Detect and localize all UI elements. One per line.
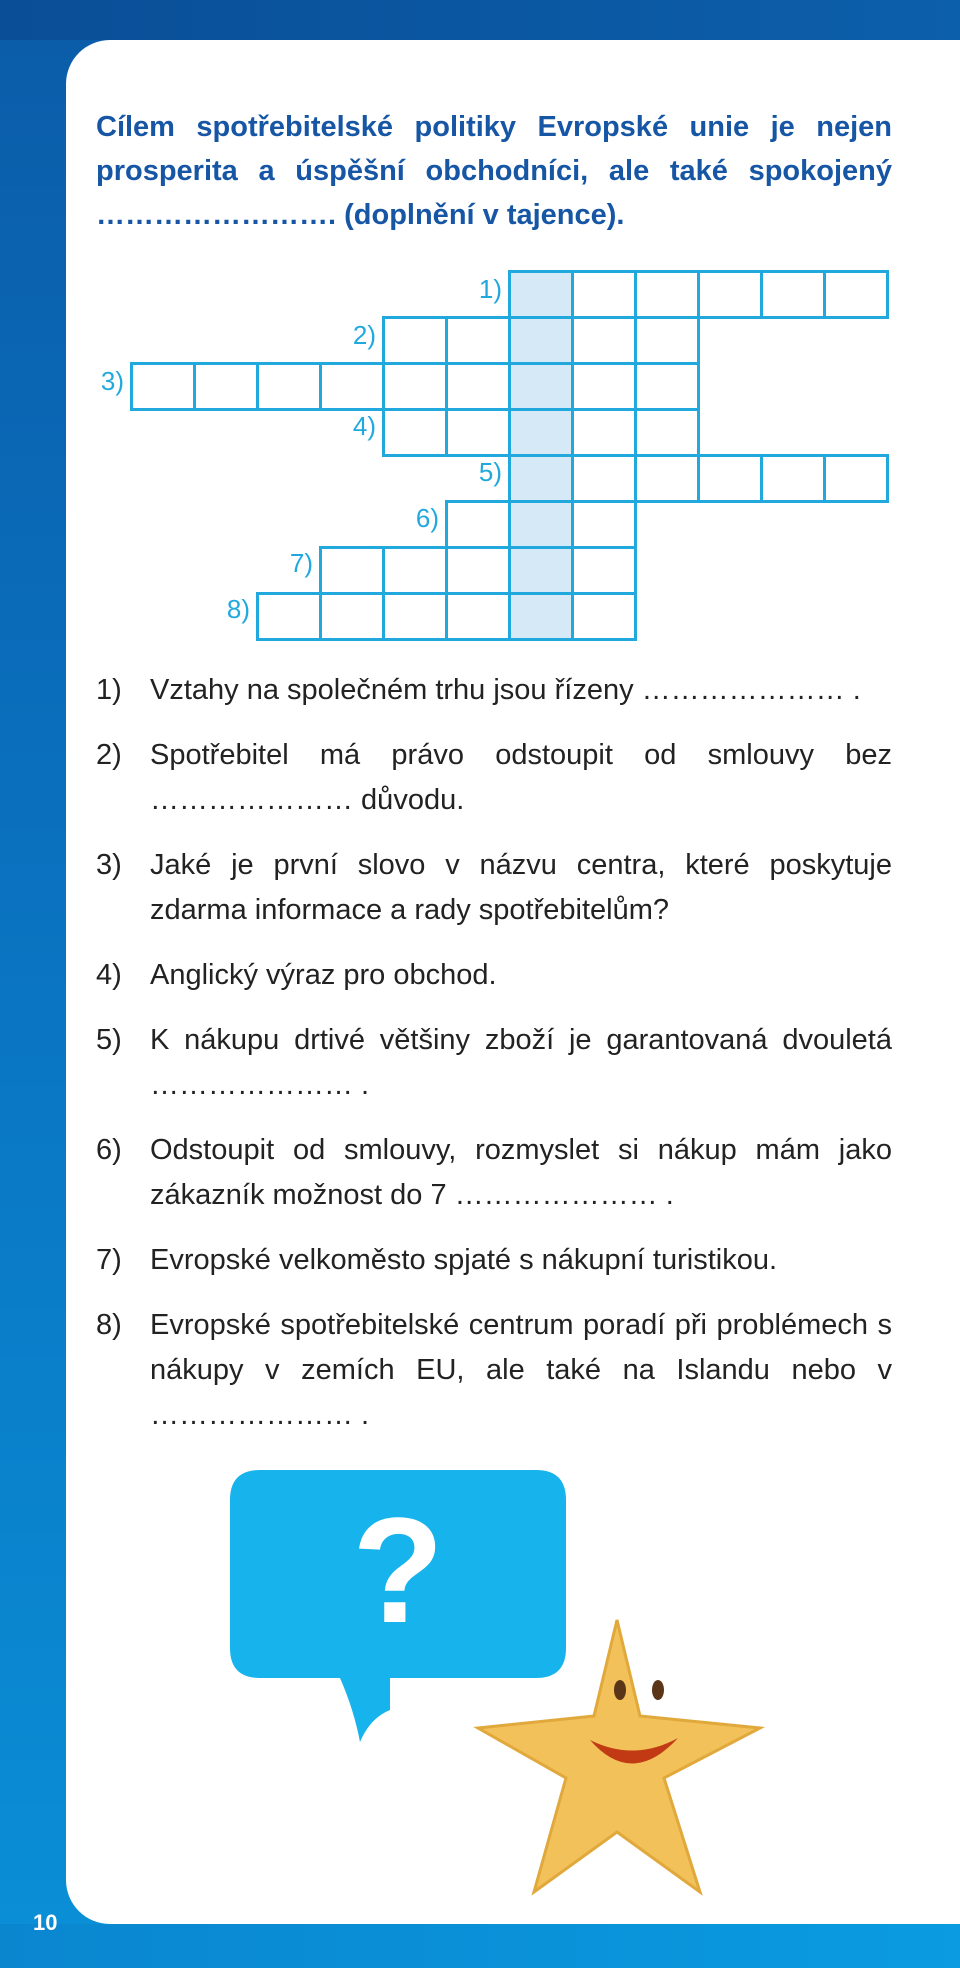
crossword-cell[interactable] [445, 408, 511, 457]
clue-item [96, 668, 892, 713]
clue-item [96, 953, 892, 998]
crossword-cell[interactable] [571, 592, 637, 641]
crossword-cell[interactable] [823, 270, 889, 319]
crossword-cell[interactable] [256, 592, 322, 641]
crossword-cell[interactable] [571, 454, 637, 503]
intro-line-3: ……………………. (doplnění v tajence). [96, 199, 625, 231]
crossword-cell[interactable] [319, 546, 385, 595]
clue-item [96, 1128, 892, 1218]
crossword-cell[interactable] [634, 316, 700, 365]
clue-number: 1) [96, 674, 122, 706]
clue-number: 2) [96, 739, 122, 771]
clue-number: 5) [96, 1024, 122, 1056]
crossword-cell[interactable] [445, 362, 511, 411]
clue-text: K nákupu drtivé většiny zboží je garantovaná dvouletá ………………… . [150, 1024, 892, 1101]
clue-text: Spotřebitel má právo odstoupit od smlouvy bez ………………… důvodu. [150, 739, 892, 816]
crossword-cell[interactable] [634, 362, 700, 411]
crossword-cell[interactable] [634, 270, 700, 319]
crossword-solution-cell[interactable] [508, 454, 574, 503]
crossword-cell[interactable] [634, 454, 700, 503]
crossword-cell[interactable] [382, 316, 448, 365]
crossword-solution-cell[interactable] [508, 546, 574, 595]
crossword-number-8: 8) [226, 594, 250, 624]
crossword-solution-cell[interactable] [508, 592, 574, 641]
crossword-cell[interactable] [697, 454, 763, 503]
crossword-cell[interactable] [571, 546, 637, 595]
crossword-cell[interactable] [571, 500, 637, 549]
crossword-cell[interactable] [445, 316, 511, 365]
clue-text: Evropské velkoměsto spjaté s nákupní turistikou. [150, 1244, 778, 1276]
crossword-cell[interactable] [760, 270, 826, 319]
crossword-cell[interactable] [130, 362, 196, 411]
crossword-cell[interactable] [571, 316, 637, 365]
question-bubble-icon [230, 1470, 790, 1900]
crossword-number-1: 1) [478, 274, 502, 304]
crossword-cell[interactable] [382, 546, 448, 595]
clue-text: Anglický výraz pro obchod. [150, 959, 497, 991]
crossword-cell[interactable] [823, 454, 889, 503]
question-mark: ? [352, 1486, 444, 1654]
clue-item [96, 733, 892, 823]
crossword-solution-cell[interactable] [508, 270, 574, 319]
intro-line-1: Cílem spotřebitelské politiky Evropské unie je nejen [96, 111, 892, 143]
clue-text: Evropské spotřebitelské centrum poradí při problémech s nákupy v zemích EU, ale také na Islandu nebo v ………………… . [150, 1309, 892, 1431]
crossword-cell[interactable] [697, 270, 763, 319]
crossword-grid [0, 0, 960, 660]
crossword-cell[interactable] [445, 500, 511, 549]
crossword-solution-cell[interactable] [508, 408, 574, 457]
crossword-number-3: 3) [100, 366, 124, 396]
clue-number: 3) [96, 849, 122, 881]
crossword-number-6: 6) [415, 503, 439, 533]
crossword-cell[interactable] [760, 454, 826, 503]
crossword-cell[interactable] [382, 362, 448, 411]
crossword-cell[interactable] [193, 362, 259, 411]
crossword-solution-cell[interactable] [508, 316, 574, 365]
clue-item [96, 843, 892, 933]
clue-number: 6) [96, 1134, 122, 1166]
clue-item [96, 1018, 892, 1108]
crossword-cell[interactable] [319, 592, 385, 641]
page-number: 10 [33, 1910, 58, 1935]
crossword-cell[interactable] [445, 546, 511, 595]
clue-number: 8) [96, 1309, 122, 1341]
crossword-cell[interactable] [445, 592, 511, 641]
question-illustration [230, 1470, 790, 1905]
crossword-cell[interactable] [634, 408, 700, 457]
bottom-band [0, 1924, 960, 1968]
clue-item [96, 1303, 892, 1438]
crossword-solution-cell[interactable] [508, 362, 574, 411]
crossword-number-5: 5) [478, 457, 502, 487]
crossword-number-7: 7) [289, 548, 313, 578]
crossword-cell[interactable] [256, 362, 322, 411]
clue-number: 4) [96, 959, 122, 991]
crossword-cell[interactable] [319, 362, 385, 411]
crossword-number-2: 2) [352, 320, 376, 350]
clue-list [96, 668, 892, 1458]
crossword-cell[interactable] [571, 270, 637, 319]
clue-text: Jaké je první slovo v názvu centra, které poskytuje zdarma informace a rady spotřebitelům? [150, 849, 892, 926]
clue-text: Vztahy na společném trhu jsou řízeny ………………… . [150, 674, 861, 706]
crossword-number-4: 4) [352, 411, 376, 441]
crossword-cell[interactable] [571, 408, 637, 457]
clue-item [96, 1238, 892, 1283]
clue-number: 7) [96, 1244, 122, 1276]
crossword-cell[interactable] [571, 362, 637, 411]
clue-text: Odstoupit od smlouvy, rozmyslet si nákup mám jako zákazník možnost do 7 ………………… . [150, 1134, 892, 1211]
crossword-cell[interactable] [382, 408, 448, 457]
crossword-solution-cell[interactable] [508, 500, 574, 549]
crossword-cell[interactable] [382, 592, 448, 641]
intro-line-2: prosperita a úspěšní obchodníci, ale také spokojený [96, 155, 892, 187]
